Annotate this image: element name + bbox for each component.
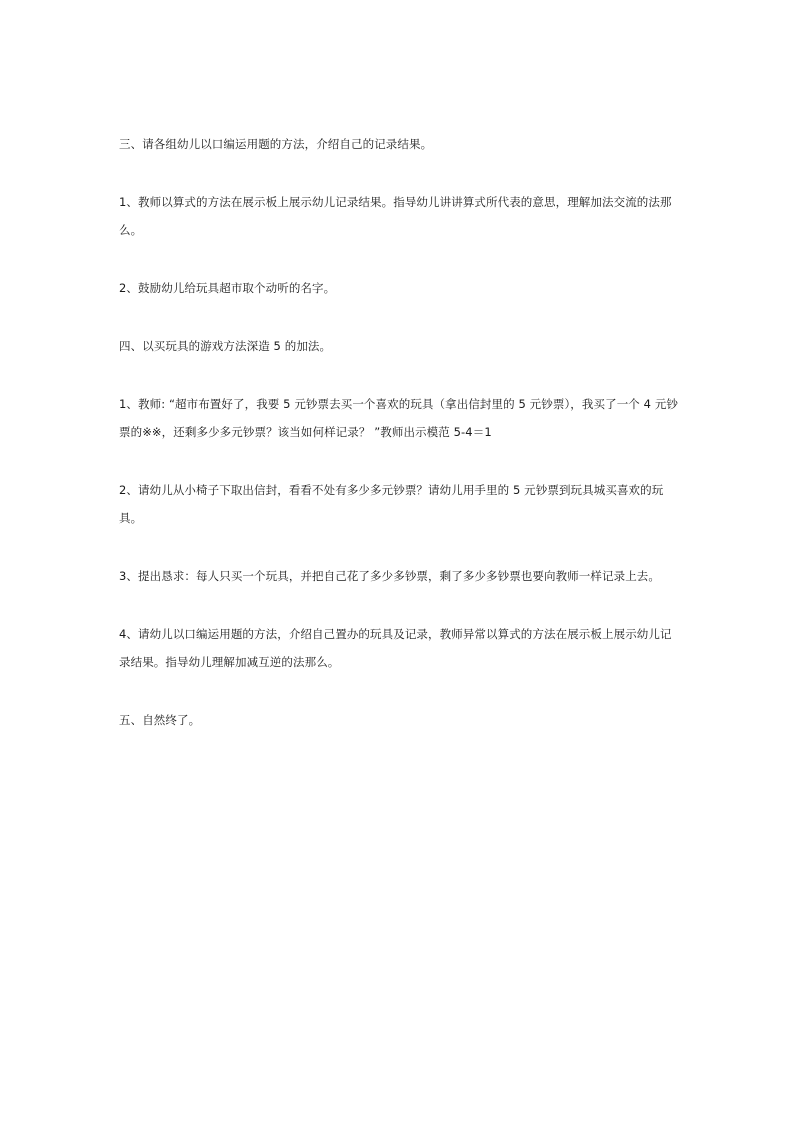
paragraph-item-2: 2、鼓励幼儿给玩具超市取个动听的名字。 (119, 281, 336, 295)
document-body (119, 130, 679, 764)
paragraph-section-five: 五、自然终了。 (119, 713, 201, 727)
paragraph-item-1: 1、教师以算式的方法在展示板上展示幼儿记录结果。指导幼儿讲讲算式所代表的意思，理解加法交流的法那么。 (119, 195, 672, 237)
paragraph-item-2-b: 2、请幼儿从小椅子下取出信封，看看不处有多少多元钞票？请幼儿用手里的 5 元钞票到玩具城买喜欢的玩具。 (119, 483, 664, 525)
paragraph-item-4-b: 4、请幼儿以口编运用题的方法，介绍自己置办的玩具及记录，教师异常以算式的方法在展示板上展示幼儿记录结果。指导幼儿理解加减互逆的法那么。 (119, 627, 672, 669)
paragraph-item-3-b: 3、提出恳求：每人只买一个玩具，并把自己花了多少多钞票，剩了多少多钞票也要向教师一样记录上去。 (119, 569, 661, 583)
paragraph-section-three: 三、请各组幼儿以口编运用题的方法，介绍自己的记录结果。 (119, 137, 433, 151)
paragraph-item-1-b: 1、教师: “超市布置好了，我要 5 元钞票去买一个喜欢的玩具（拿出信封里的 5 元钞票），我买了一个 4 元钞票的※※，还剩多少多元钞票？该当如何样记录？ ”教师出示模范 5-4＝1 (119, 397, 679, 439)
paragraph-section-four: 四、以买玩具的游戏方法深造 5 的加法。 (119, 339, 332, 353)
